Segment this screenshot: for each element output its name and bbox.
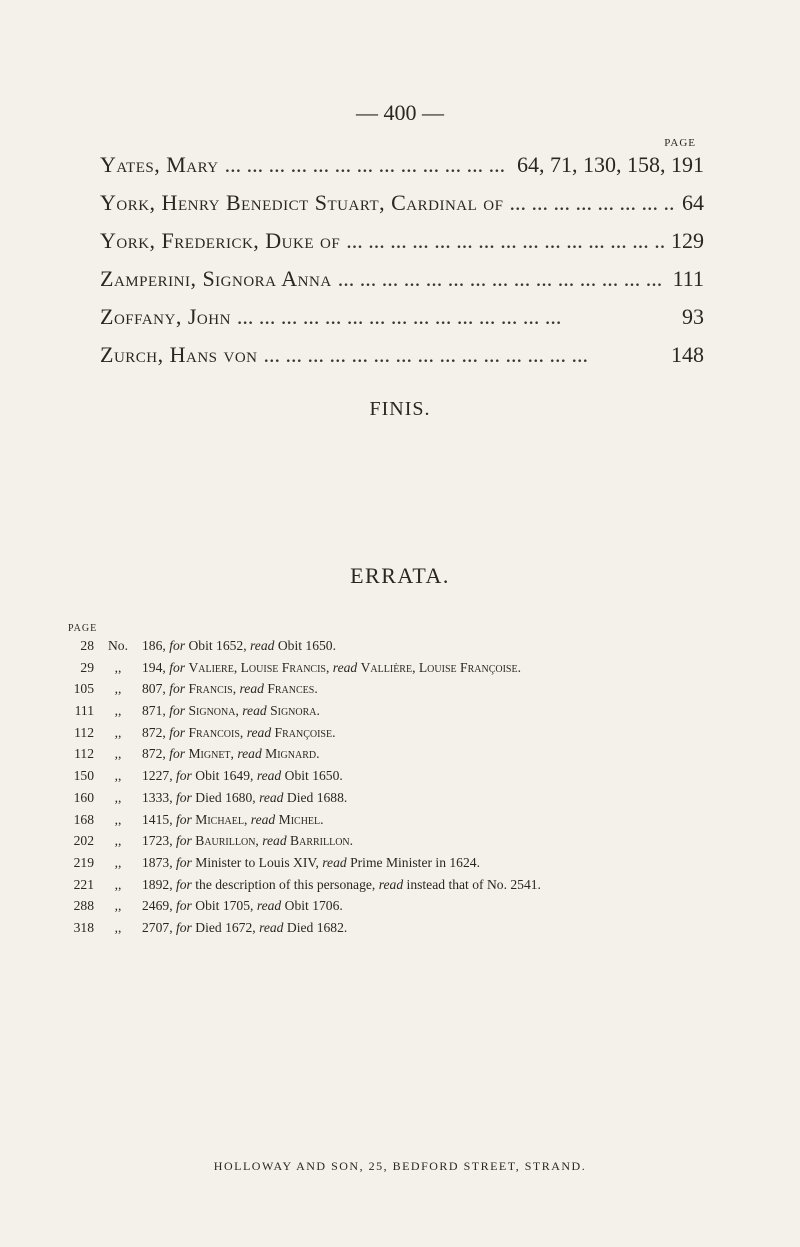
errata-for-word: for [175,919,196,935]
errata-read-word: read [256,768,285,784]
errata-right-text: Died 1682. [286,919,348,935]
index-entry-pages: 64, 71, 130, 158, 191 [517,152,704,177]
index-entry-pages: 93 [682,304,704,329]
errata-for-word: for [169,681,189,697]
errata-no-marker: ,, [114,659,122,675]
errata-wrong-text: Michael, [195,811,251,827]
leader-dots [509,190,676,216]
errata-number: 186, [142,638,170,653]
index-entry [100,304,704,342]
errata-read-word: read [262,833,291,849]
errata-read-word: read [259,919,287,935]
errata-for-word: for [175,811,196,827]
errata-number: 1333, [142,789,176,805]
errata-page: 150 [73,768,94,784]
errata-number: 872, [142,746,170,762]
finis-heading: FINIS. [369,398,431,420]
errata-page: 219 [73,854,94,870]
errata-number: 194, [142,659,170,675]
errata-page: 318 [73,919,94,935]
errata-read-word: read [256,898,285,914]
errata-right-text: Prime Minister in 1624. [350,854,480,870]
errata-right-text: Frances. [267,681,318,697]
leader-dots [237,304,676,330]
errata-right-text: Obit 1706. [284,898,343,914]
leader-dots [225,152,511,178]
errata-correction [142,681,318,697]
index-entry [100,228,704,266]
printer-imprint: HOLLOWAY AND SON, 25, BEDFORD STREET, STRAND. [213,1159,587,1173]
errata-correction [142,855,480,871]
errata-read-word: read [242,703,271,719]
errata-no-marker: ,, [114,898,122,914]
index-entry [100,266,704,304]
errata-number: 871, [142,703,170,719]
page-number: — 400 — [356,100,444,125]
errata-right-text: Mignard. [265,746,320,762]
errata-number: 807, [142,681,170,697]
errata-no-marker: ,, [114,854,122,870]
errata-correction [142,703,320,719]
errata-page: 112 [74,724,94,740]
errata-title: ERRATA. [350,563,450,588]
errata-for-word: for [175,789,196,805]
errata-read-word: read [250,638,278,653]
errata-no-marker: ,, [114,833,122,849]
errata-wrong-text: Mignet, [188,746,238,762]
errata-wrong-text: Francois, [188,724,247,740]
errata-right-text: Michel. [278,811,324,827]
errata-page: 105 [73,681,94,697]
errata-right-text: Vallière, Louise Françoise. [360,659,521,675]
errata-read-word: read [259,789,287,805]
errata-page: 288 [73,898,94,914]
errata-page: 202 [73,833,94,849]
errata-right-text: Françoise. [274,724,336,740]
errata-row [68,790,768,812]
errata-number: 1415, [142,811,176,827]
index-entry-name: York, Henry Benedict Stuart, Cardinal of [100,190,504,215]
index-entry-name: Zamperini, Signora Anna [100,266,332,291]
errata-no-marker: No. [107,638,128,653]
errata-wrong-text: Died 1680, [195,789,260,805]
errata-correction [142,920,347,936]
errata-right-text: instead that of No. 2541. [406,876,541,892]
errata-for-word: for [175,898,196,914]
errata-page: 28 [80,638,94,653]
errata-wrong-text: Baurillon, [195,833,263,849]
errata-row [68,833,768,855]
errata-for-word: for [175,833,196,849]
errata-wrong-text: Obit 1652, [188,638,251,653]
errata-row [68,812,768,834]
index-entry-pages: 111 [672,266,704,291]
index-entry [100,190,704,228]
errata-for-word: for [169,703,189,719]
errata-for-word: for [169,724,189,740]
errata-for-word: for [175,876,196,892]
errata-read-word: read [246,724,275,740]
errata-page: 160 [73,789,94,805]
errata-correction [142,812,324,828]
errata-number: 872, [142,724,170,740]
errata-row [68,703,768,725]
index-entry-pages: 148 [671,342,704,367]
errata-no-marker: ,, [114,876,122,892]
errata-right-text: Barrillon. [290,833,354,849]
errata-read-word: read [237,746,266,762]
errata-for-word: for [175,768,196,784]
leader-dots [346,228,665,254]
errata-number: 1227, [142,768,176,784]
errata-page: 168 [73,811,94,827]
errata-row [68,725,768,747]
errata-row [68,877,768,899]
errata-wrong-text: Died 1672, [195,919,260,935]
errata-read-word: read [239,681,268,697]
index-entry-name: York, Frederick, Duke of [100,228,341,253]
errata-wrong-text: Valiere, Louise Francis, [188,659,333,675]
errata-no-marker: ,, [114,789,122,805]
errata-read-word: read [378,876,407,892]
errata-read-word: read [250,811,279,827]
index-entry [100,152,704,190]
index-list [100,152,704,380]
errata-row [68,898,768,920]
errata-right-text: Obit 1650. [277,638,336,653]
index-entry-name: Zurch, Hans von [100,342,258,367]
errata-correction [142,660,521,676]
errata-correction [142,790,347,806]
errata-number: 1892, [142,876,176,892]
errata-wrong-text: Minister to Louis XIV, [195,854,323,870]
errata-correction [142,725,336,741]
errata-number: 1873, [142,854,176,870]
errata-wrong-text: the description of this personage, [195,876,379,892]
errata-list [68,638,768,942]
errata-number: 1723, [142,833,176,849]
errata-correction [142,877,541,893]
errata-row [68,920,768,942]
errata-read-word: read [322,854,351,870]
errata-no-marker: ,, [114,703,122,719]
errata-row [68,768,768,790]
errata-right-text: Obit 1650. [284,768,343,784]
errata-correction [142,898,343,914]
errata-no-marker: ,, [114,724,122,740]
errata-correction [142,768,343,784]
errata-for-word: for [175,854,196,870]
errata-correction [142,833,353,849]
errata-no-marker: ,, [114,746,122,762]
errata-read-word: read [332,659,361,675]
errata-for-word: for [169,659,189,675]
errata-no-marker: ,, [114,811,122,827]
errata-correction [142,746,320,762]
leader-dots [338,266,667,292]
errata-right-text: Signora. [270,703,320,719]
page-column-header: PAGE [664,137,696,149]
errata-page: 221 [73,876,94,892]
errata-no-marker: ,, [114,681,122,697]
index-entry-pages: 64 [682,190,704,215]
errata-number: 2707, [142,919,176,935]
errata-no-marker: ,, [114,919,122,935]
index-entry [100,342,704,380]
errata-correction [142,638,336,654]
errata-wrong-text: Francis, [188,681,240,697]
errata-page: 111 [74,703,94,719]
errata-for-word: for [169,638,189,653]
errata-row [68,638,768,660]
errata-wrong-text: Signona, [188,703,243,719]
errata-number: 2469, [142,898,176,914]
errata-page: 112 [74,746,94,762]
errata-row [68,746,768,768]
errata-row [68,681,768,703]
errata-for-word: for [169,746,189,762]
leader-dots [264,342,665,368]
errata-wrong-text: Obit 1649, [195,768,257,784]
errata-page: 29 [80,659,94,675]
index-entry-name: Yates, Mary [100,152,219,177]
index-entry-pages: 129 [671,228,704,253]
index-entry-name: Zoffany, John [100,304,231,329]
errata-no-marker: ,, [114,768,122,784]
errata-row [68,660,768,682]
errata-wrong-text: Obit 1705, [195,898,257,914]
errata-page-header: PAGE [68,623,98,634]
errata-row [68,855,768,877]
errata-right-text: Died 1688. [286,789,348,805]
